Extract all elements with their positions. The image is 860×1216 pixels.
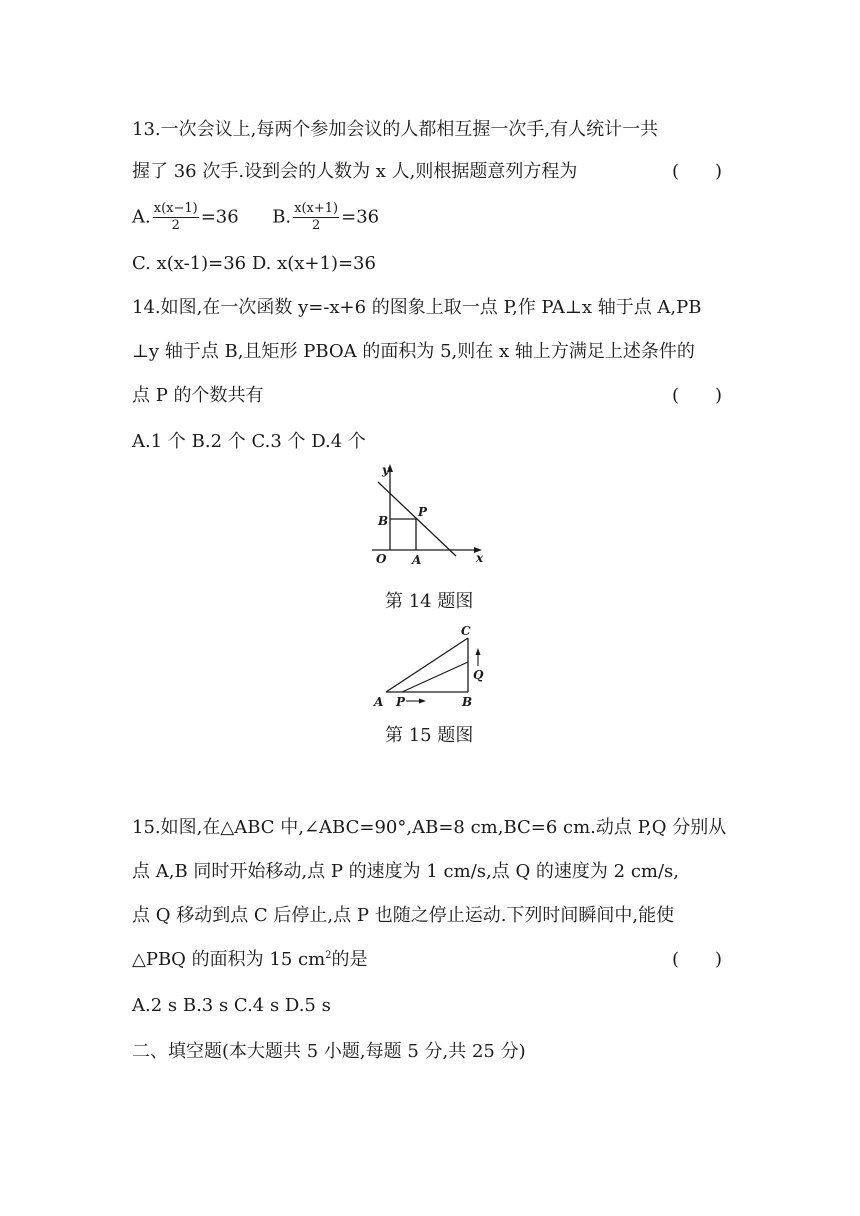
q14-label-y: y [382,463,389,477]
q15-label-b: B [462,695,473,709]
q14-figure-caption: 第 14 题图 [385,591,474,612]
q13-options-ab [132,202,379,233]
q14-label-p: P [418,505,428,519]
section-2-heading: 二、填空题(本大题共 5 小题,每题 5 分,共 25 分) [132,1041,526,1062]
q13-options-cd: C. x(x-1)=36 D. x(x+1)=36 [132,253,376,274]
q15-options: A.2 s B.3 s C.4 s D.5 s [132,995,331,1016]
q13-option-b-fraction [293,202,339,233]
q14-figure [360,460,500,570]
q13-option-b-denominator: 2 [311,218,321,233]
q15-p-arrow-icon [419,699,426,704]
q14-label-b: B [378,514,389,528]
q15-line-4-text: △PBQ 的面积为 15 cm [132,949,326,970]
q15-label-q: Q [473,668,484,682]
q13-option-a-label: A. [132,206,151,228]
q15-line-4-tail: 的是 [331,949,368,970]
q14-options: A.1 个 B.2 个 C.3 个 D.4 个 [132,431,366,452]
q15-line-1: 15.如图,在△ABC 中,∠ABC=90°,AB=8 cm,BC=6 cm.动点 P,Q 分别从 [132,817,727,838]
q14-line-2: ⊥y 轴于点 B,且矩形 PBOA 的面积为 5,则在 x 轴上方满足上述条件的 [132,341,695,362]
q13-line-1: 13.一次会议上,每两个参加会议的人都相互握一次手,有人统计一共 [132,119,659,140]
q15-line-3: 点 Q 移动到点 C 后停止,点 P 也随之停止运动.下列时间瞬间中,能使 [132,905,675,926]
q13-option-b-numerator: x(x+1) [294,201,339,216]
q15-label-a: A [374,695,384,709]
q14-label-a: A [412,553,422,567]
q14-label-x: x [476,551,484,565]
q15-label-p: P [396,695,406,709]
q15-side-ac [386,638,468,692]
q15-label-c: C [461,624,471,638]
q15-line-2: 点 A,B 同时开始移动,点 P 的速度为 1 cm/s,点 Q 的速度为 2 cm/s, [132,861,680,882]
q14-line-1: 14.如图,在一次函数 y=-x+6 的图象上取一点 P,作 PA⊥x 轴于点 A,PB [132,297,702,318]
q14-answer-paren: ( ) [672,385,723,406]
q13-option-b-label: B. [272,206,292,228]
q15-q-arrow-icon [476,648,481,655]
q13-option-b-rhs: =36 [341,206,380,228]
q13-line-2: 握了 36 次手.设到会的人数为 x 人,则根据题意列方程为 [132,161,578,182]
q15-answer-paren: ( ) [672,949,723,970]
q15-unit-exponent: 2 [325,950,332,961]
q13-option-a-numerator: x(x−1) [153,201,198,216]
q13-option-a-rhs: =36 [200,206,239,228]
q13-option-a-fraction [153,202,199,233]
q15-figure [372,624,492,712]
q14-line-3: 点 P 的个数共有 [132,385,264,406]
q14-label-o: O [376,552,387,566]
q15-segment-pq [402,662,468,692]
q13-option-a-denominator: 2 [171,218,180,233]
q15-line-4 [132,948,368,972]
q13-answer-paren: ( ) [672,161,723,182]
q15-figure-caption: 第 15 题图 [385,725,474,746]
